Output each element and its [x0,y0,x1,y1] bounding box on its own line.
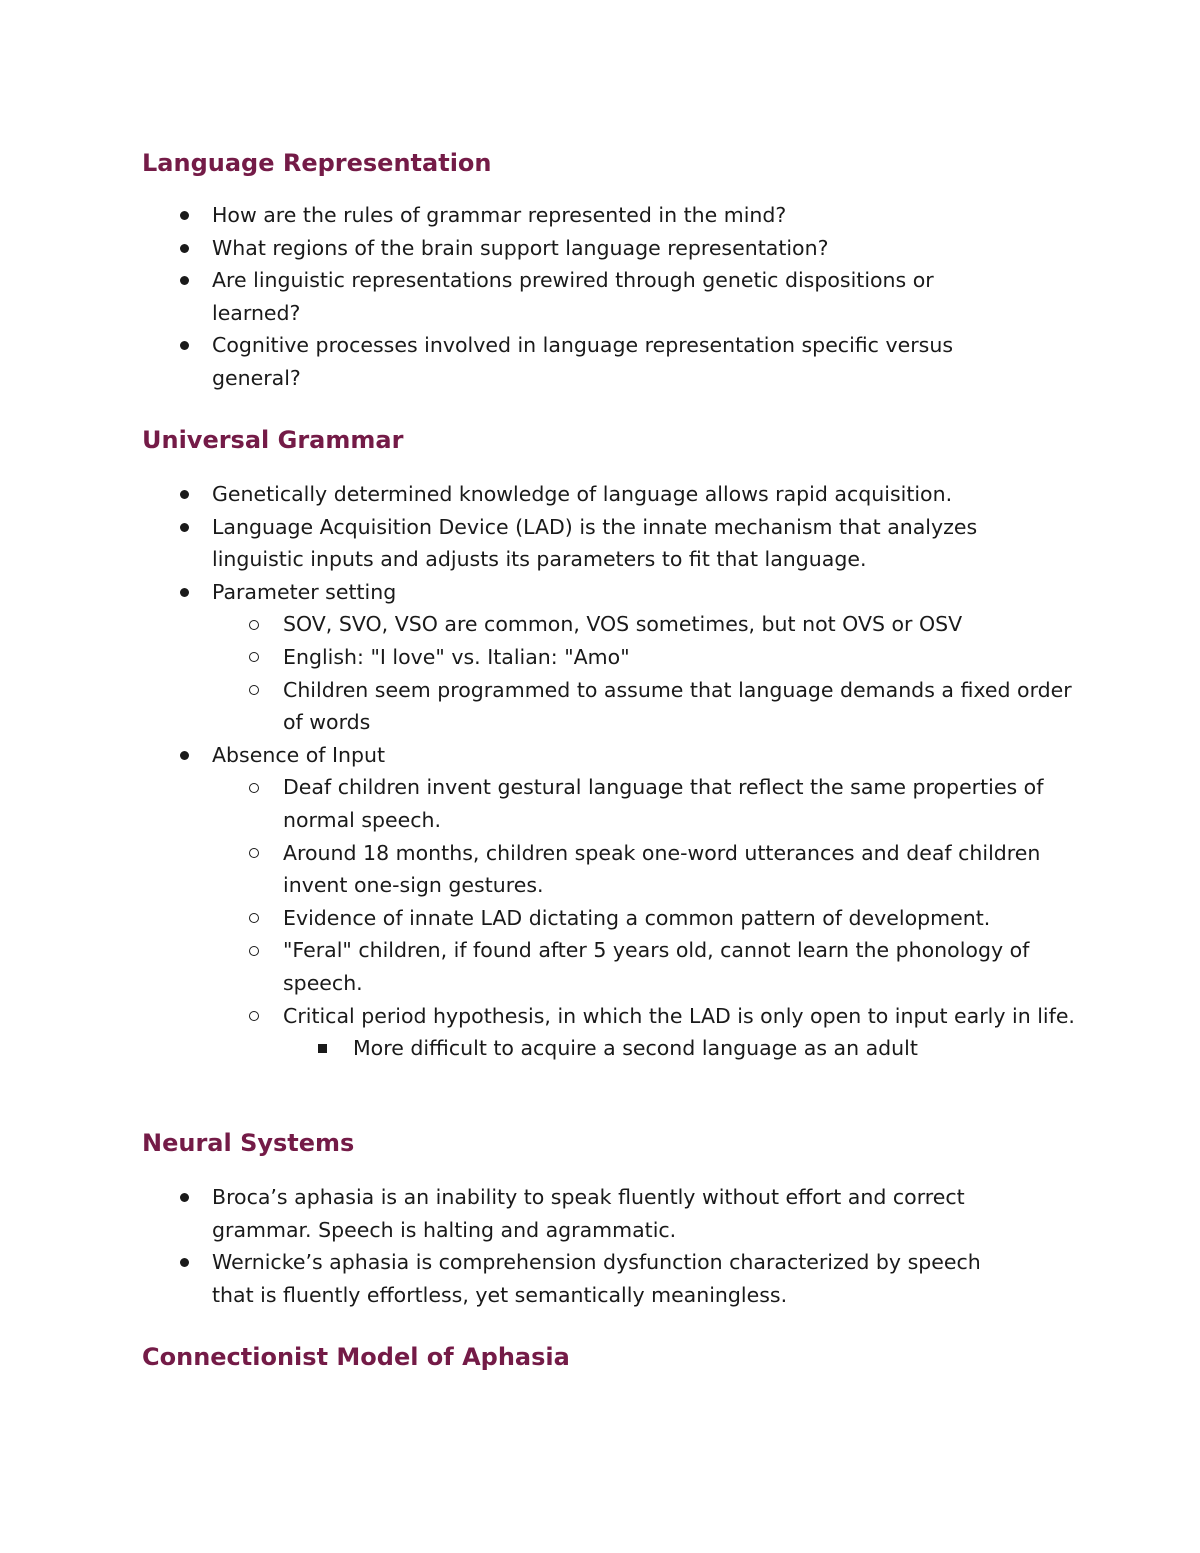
list-subitem: Deaf children invent gestural language that reflect the same properties of normal speech. [0,771,1083,836]
list-item: Wernicke’s aphasia is comprehension dysfunction characterized by speech that is fluently effortless, yet semantically meaningless. [0,1246,1012,1311]
list-subitem: Critical period hypothesis, in which the LAD is only open to input early in life. [0,1000,1083,1033]
list-item: Are linguistic representations prewired through genetic dispositions or learned? [0,264,1012,329]
list-item: Language Acquisition Device (LAD) is the innate mechanism that analyzes linguistic inputs and adjusts its parameters to fit that language. [0,511,1012,576]
bullet-circle-icon [249,685,259,695]
bullet-circle-icon [249,620,259,630]
bullet-circle-icon [249,652,259,662]
list-language-representation [0,199,1200,395]
bullet-disc-icon [180,1258,189,1267]
bullet-disc-icon [180,211,189,220]
list-item: How are the rules of grammar represented in the mind? [0,199,1012,232]
heading-connectionist-model: Connectionist Model of Aphasia [142,1343,570,1371]
list-subitem: English: "I love" vs. Italian: "Amo" [0,641,1083,674]
bullet-disc-icon [180,1193,189,1202]
bullet-circle-icon [249,913,259,923]
bullet-disc-icon [180,751,189,760]
bullet-disc-icon [180,490,189,499]
list-subitem: "Feral" children, if found after 5 years old, cannot learn the phonology of speech. [0,934,1083,999]
list-item: What regions of the brain support language representation? [0,232,1012,265]
list-subitem: Around 18 months, children speak one-word utterances and deaf children invent one-sign gestures. [0,837,1083,902]
list-item: Absence of Input [0,739,1012,772]
list-subitem: Children seem programmed to assume that language demands a fixed order of words [0,674,1083,739]
bullet-disc-icon [180,341,189,350]
bullet-circle-icon [249,946,259,956]
list-item: Genetically determined knowledge of language allows rapid acquisition. [0,478,1012,511]
list-universal-grammar [0,478,1200,1065]
heading-universal-grammar: Universal Grammar [142,426,404,454]
bullet-disc-icon [180,523,189,532]
bullet-disc-icon [180,244,189,253]
bullet-disc-icon [180,276,189,285]
bullet-circle-icon [249,1011,259,1021]
list-subitem: SOV, SVO, VSO are common, VOS sometimes, but not OVS or OSV [0,608,1083,641]
list-neural-systems [0,1181,1200,1311]
list-item: Broca’s aphasia is an inability to speak fluently without effort and correct grammar. Speech is halting and agrammatic. [0,1181,1012,1246]
bullet-circle-icon [249,783,259,793]
heading-neural-systems: Neural Systems [142,1129,355,1157]
bullet-square-icon [318,1044,327,1053]
list-item: Cognitive processes involved in language representation specific versus general? [0,329,1012,394]
list-subitem: Evidence of innate LAD dictating a common pattern of development. [0,902,1083,935]
bullet-circle-icon [249,848,259,858]
list-item: Parameter setting [0,576,1012,609]
list-subsubitem: More difficult to acquire a second language as an adult [0,1032,1113,1065]
bullet-disc-icon [180,588,189,597]
heading-language-representation: Language Representation [142,149,492,177]
